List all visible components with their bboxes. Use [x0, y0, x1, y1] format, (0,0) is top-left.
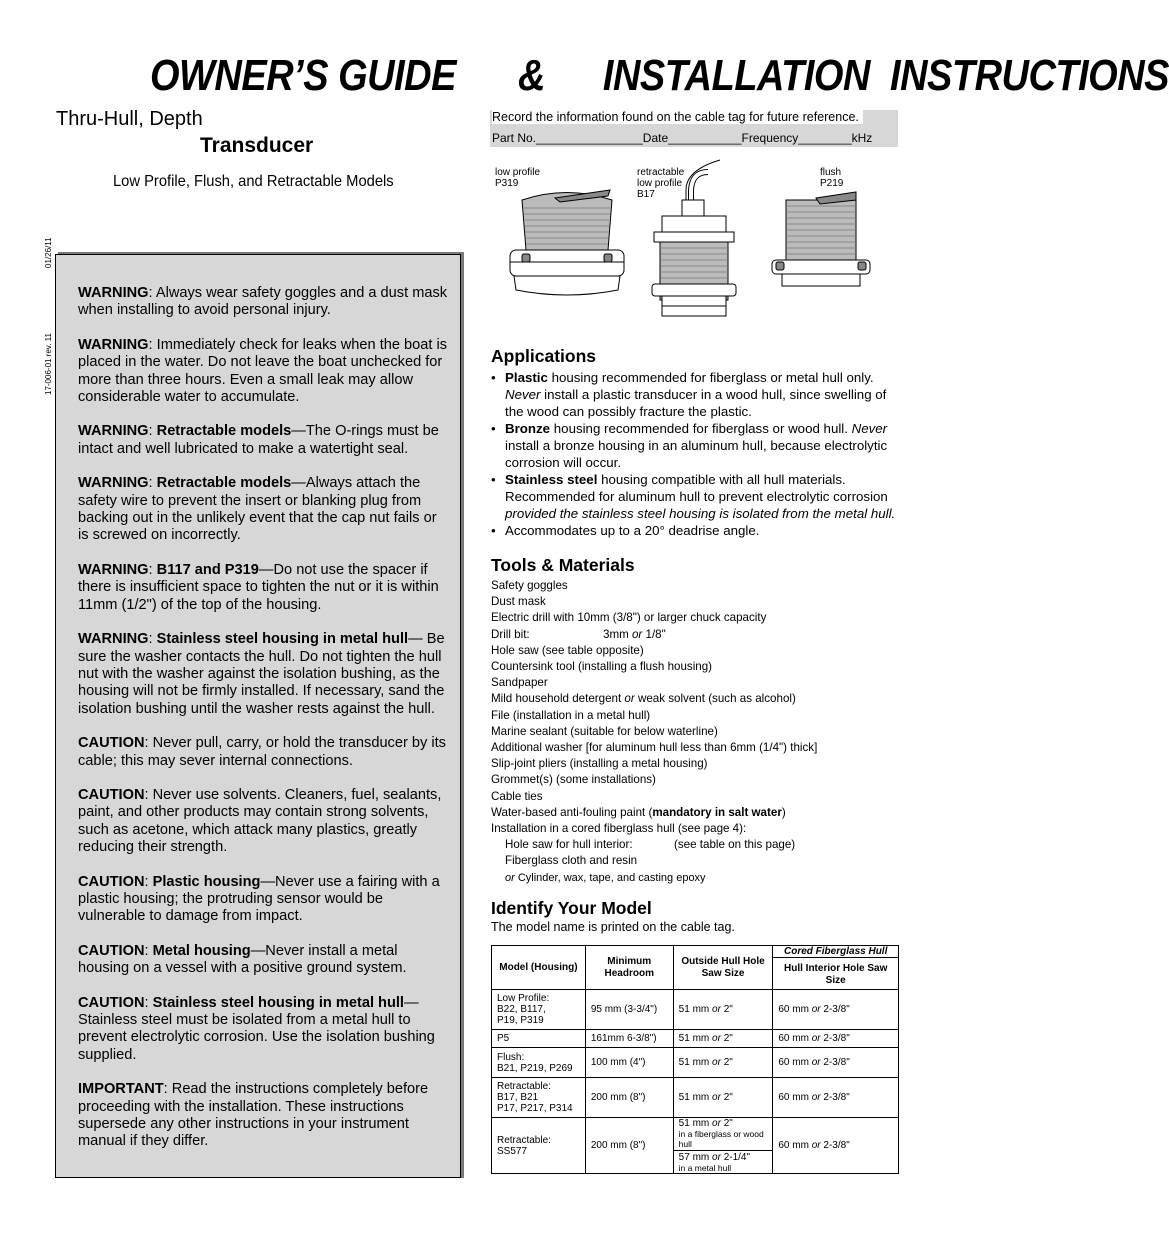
column-header-outside-hull: Outside Hull Hole Saw Size	[673, 946, 773, 990]
table-row	[492, 1078, 899, 1118]
cell-outside-hole-saw: 51 mm or 2"	[673, 1030, 773, 1048]
list-item: Fiberglass cloth and resin	[505, 854, 638, 868]
list-item-paint: Water-based anti-fouling paint (mandatory in salt water)	[491, 805, 786, 819]
cell-interior-hole-saw: 60 mm or 2-3/8"	[773, 1118, 899, 1174]
list-item: Additional washer [for aluminum hull less than 6mm (1/4") thick]	[491, 741, 818, 755]
cell-outside-hole-saw: 51 mm or 2"	[673, 990, 773, 1030]
record-box	[490, 110, 898, 147]
subtitle-transducer: Transducer	[200, 134, 314, 157]
subtitle-models: Low Profile, Flush, and Retractable Models	[113, 173, 394, 190]
record-note: Record the information found on the cable tag for future reference.	[492, 110, 863, 124]
warning-paragraph: WARNING: Immediately check for leaks when the boat is placed in the water. Do not leave the boat unchecked for more than three hours. Even a small leak may allow considerable water to accumulate.	[78, 336, 448, 406]
warning-box	[55, 254, 461, 1178]
applications-list	[490, 369, 902, 539]
table-row	[492, 1048, 899, 1078]
warning-paragraph: WARNING: B117 and P319—Do not use the spacer if there is insufficient space to tighten the nut or it is within 11mm (1/2") of the top of the housing.	[78, 561, 439, 613]
list-item: Dust mask	[491, 595, 546, 609]
list-item: • Plastic housing recommended for fiberglass or metal hull only. Never install a plastic transducer in a wood hull, since swelling of the wood can possibly fracture the plastic.	[490, 369, 902, 420]
caution-paragraph: CAUTION: Plastic housing—Never use a fairing with a plastic housing; the protruding sensor would be vulnerable to damage from impact.	[78, 873, 440, 925]
warning-paragraph: WARNING: Stainless steel housing in metal hull— Be sure the washer contacts the hull. Do not tighten the hull nut with the washer against the isolation bushing, as the housing will not be firmly installed. If necessary, sand the isolation bushing until the washer rests against the hull.	[78, 631, 445, 717]
cell-model: Flush: B21, P219, P269	[492, 1048, 586, 1078]
caution-paragraph: CAUTION: Metal housing—Never install a metal housing on a vessel with a positive ground system.	[78, 942, 407, 977]
title-owners-guide: OWNER’S GUIDE	[150, 52, 456, 101]
column-header-headroom: Minimum Headroom	[585, 946, 673, 990]
cell-headroom: 200 mm (8")	[585, 1118, 673, 1174]
table-row	[492, 990, 899, 1030]
tools-list	[491, 578, 901, 886]
cell-headroom: 161mm 6-3/8")	[585, 1030, 673, 1048]
label-p319: low profile P319	[495, 167, 541, 189]
document-number: 17-006-01 rev. 11	[44, 333, 53, 395]
cell-headroom: 95 mm (3-3/4")	[585, 990, 673, 1030]
cell-model: Low Profile: B22, B117, P19, P319	[492, 990, 586, 1030]
title-ampersand: &	[517, 52, 545, 101]
cell-model: Retractable: B17, B21 P17, P217, P314	[492, 1078, 586, 1118]
list-item-drill-bit: Drill bit: 3mm or 1/8"	[491, 627, 666, 641]
document-revision	[44, 225, 53, 395]
warning-paragraph: WARNING: Retractable models—The O-rings must be intact and well lubricated to make a watertight seal.	[78, 423, 439, 457]
list-item-hole-saw-interior: Hole saw for hull interior: (see table on this page)	[505, 838, 796, 852]
column-header-hull-interior: Cored Fiberglass Hull Hull Interior Hole Saw Size	[773, 946, 899, 990]
transducer-illustrations	[490, 160, 900, 320]
revision-date: 01/26/11	[44, 237, 53, 268]
retractable-transducer-image	[652, 160, 736, 316]
warning-paragraph: WARNING: Always wear safety goggles and a dust mask when installing to avoid personal injury.	[78, 285, 448, 319]
list-item: Installation in a cored fiberglass hull (see page 4):	[491, 822, 747, 836]
main-title	[150, 52, 1169, 101]
model-table	[491, 945, 899, 1174]
cell-headroom: 100 mm (4")	[585, 1048, 673, 1078]
list-item: File (installation in a metal hull)	[491, 708, 651, 722]
list-item: • Bronze housing recommended for fiberglass or wood hull. Never install a bronze housing in an aluminum hull, because electrolytic corrosion will occur.	[490, 420, 902, 471]
cell-interior-hole-saw: 60 mm or 2-3/8"	[773, 1048, 899, 1078]
list-item: Cable ties	[491, 789, 543, 803]
cell-outside-hole-saw: 51 mm or 2"	[673, 1048, 773, 1078]
caution-paragraph: CAUTION: Never pull, carry, or hold the transducer by its cable; this may sever internal connections.	[78, 735, 446, 769]
record-fields: Part No.________________Date___________Frequency________kHz	[492, 131, 873, 145]
flush-transducer-image	[772, 192, 870, 286]
cell-headroom: 200 mm (8")	[585, 1078, 673, 1118]
subtitle-thru-hull: Thru-Hull, Depth	[56, 108, 203, 130]
list-item: Safety goggles	[491, 579, 568, 592]
list-item: Countersink tool (installing a flush housing)	[491, 660, 713, 674]
cell-outside-hole-saw: 51 mm or 2"	[673, 1078, 773, 1118]
caution-paragraph: CAUTION: Stainless steel housing in metal hull— Stainless steel must be isolated from a metal hull to prevent electrolytic corrosion. Use the isolation bushing supplied.	[78, 994, 435, 1063]
cell-interior-hole-saw: 60 mm or 2-3/8"	[773, 1030, 899, 1048]
column-header-model: Model (Housing)	[492, 946, 586, 990]
low-profile-transducer-image	[510, 190, 624, 295]
cell-model: P5	[492, 1030, 586, 1048]
cell-interior-hole-saw: 60 mm or 2-3/8"	[773, 990, 899, 1030]
title-installation: INSTALLATION INSTRUCTIONS	[602, 52, 1169, 101]
list-item: Hole saw (see table opposite)	[491, 643, 644, 657]
label-p219: flush P219	[820, 167, 844, 189]
list-item: Sandpaper	[491, 676, 548, 690]
warning-paragraph: WARNING: Retractable models—Always attach the safety wire to prevent the insert or blanking plug from backing out in the unlikely event that the cap nut fails or is screwed on incorrectly.	[78, 475, 437, 544]
caution-paragraph: CAUTION: Never use solvents. Cleaners, fuel, sealants, paint, and other products may contain strong solvents, such as acetone, which attack many plastics, greatly reducing their strength.	[78, 786, 442, 856]
list-item: Marine sealant (suitable for below waterline)	[491, 724, 718, 738]
table-header-row	[492, 946, 899, 990]
list-item: Slip-joint pliers (installing a metal housing)	[491, 757, 708, 771]
list-item: Electric drill with 10mm (3/8") or larger chuck capacity	[491, 611, 767, 625]
label-b17: retractable low profile B17	[637, 167, 685, 200]
list-item-casting-epoxy: or Cylinder, wax, tape, and casting epoxy	[505, 871, 706, 884]
identify-heading: Identify Your Model	[491, 898, 652, 918]
table-row	[492, 1118, 899, 1174]
list-item: • Accommodates up to a 20° deadrise angle.	[490, 522, 902, 539]
cell-interior-hole-saw: 60 mm or 2-3/8"	[773, 1078, 899, 1118]
cell-outside-hole-saw: 51 mm or 2" in a fiberglass or wood hull 57 mm or 2-1/4" in a metal hull	[673, 1118, 773, 1174]
cell-model: Retractable: SS577	[492, 1118, 586, 1174]
list-item: Grommet(s) (some installations)	[491, 773, 656, 787]
applications-heading: Applications	[491, 346, 597, 366]
list-item-detergent: Mild household detergent or weak solvent (such as alcohol)	[491, 692, 796, 706]
list-item: • Stainless steel housing compatible with all hull materials. Recommended for aluminum hull to prevent electrolytic corrosion provided the stainless steel housing is isolated from the metal hull.	[490, 471, 902, 522]
important-paragraph: IMPORTANT: Read the instructions completely before proceeding with the installation. These instructions supersede any other instructions in your instrument manual if they differ.	[78, 1081, 429, 1150]
identify-subtitle: The model name is printed on the cable tag.	[491, 920, 735, 934]
table-row	[492, 1030, 899, 1048]
tools-heading: Tools & Materials	[491, 555, 635, 575]
